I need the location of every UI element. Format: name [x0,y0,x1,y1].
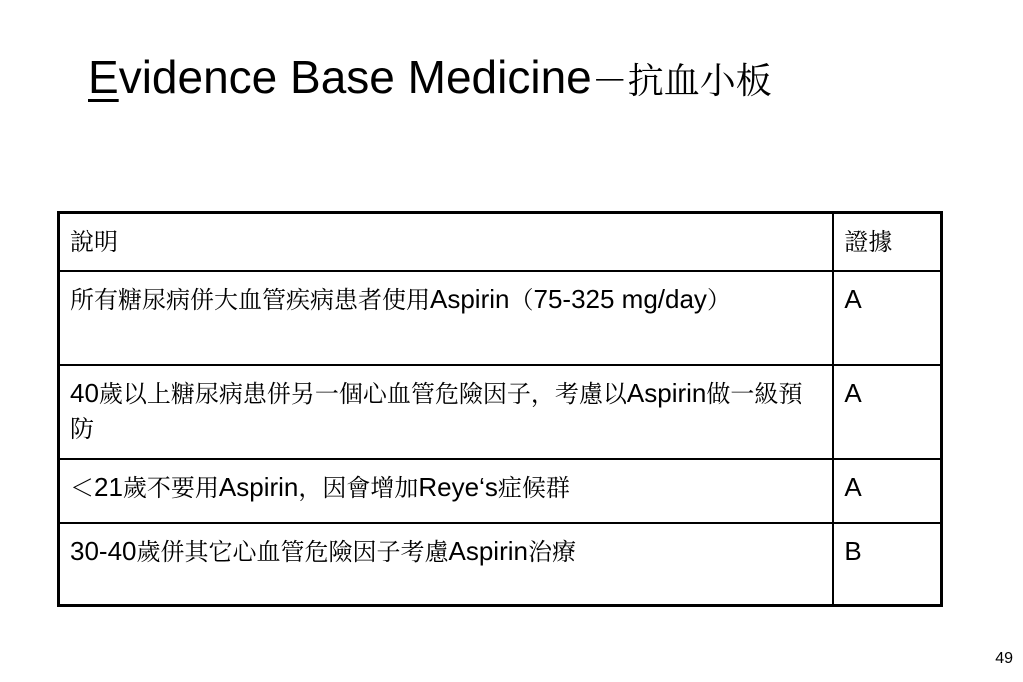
row-3-grade: A [833,459,941,523]
title-first-letter: E [88,51,119,103]
row-1-desc-part: Aspirin [430,284,510,314]
row-4-desc-part: 治療 [527,538,576,566]
row-4-grade: B [833,523,941,606]
header-description-label: 說明 [70,228,118,256]
row-1-description [59,271,834,365]
row-2-grade: A [833,365,941,459]
header-description [59,213,834,272]
evidence-table [57,211,943,607]
row-2-desc-part: 歲以上糖尿病患併另一個心血管危險因子，考慮以 [98,380,627,408]
row-2-desc-part: 做一級預防 [70,380,803,444]
row-3-desc-part: Aspirin [218,472,299,502]
row-2-desc-part: Aspirin [626,378,707,408]
table-row [59,459,942,523]
row-4-desc-part: 30-40 [70,536,137,566]
row-1-desc-part: 所有糖尿病併大血管疾病患者使用 [70,286,430,314]
row-4-desc-part: 歲併其它心血管危險因子考慮 [136,538,449,566]
row-4-desc-part: Aspirin [448,536,528,566]
row-3-desc-part: 歲不要用 [122,474,219,502]
row-3-desc-part: 21 [94,472,123,502]
row-3-desc-part: Reye‘s [418,472,498,502]
row-2-description [59,365,834,459]
row-1-grade: A [833,271,941,365]
page-number: 49 [995,650,1013,667]
row-3-desc-part: ，因會增加 [298,474,419,502]
table-row [59,271,942,365]
row-3-desc-part: 症候群 [497,474,570,502]
table-header-row [59,213,942,272]
header-evidence [833,213,941,272]
title-cjk-text: －抗血小板 [591,61,772,102]
table-row [59,523,942,606]
row-1-desc-part: ） [706,286,731,314]
row-2-desc-part: 40 [70,378,99,408]
table-row [59,365,942,459]
slide-title [88,50,988,105]
row-1-desc-part: 75-325 mg/day [533,284,707,314]
row-1-desc-part: （ [509,286,534,314]
row-3-desc-part: ＜ [70,474,94,502]
row-4-description [59,523,834,606]
header-evidence-label: 證據 [844,228,893,256]
row-3-description [59,459,834,523]
title-latin-text: vidence Base Medicine [118,51,592,103]
